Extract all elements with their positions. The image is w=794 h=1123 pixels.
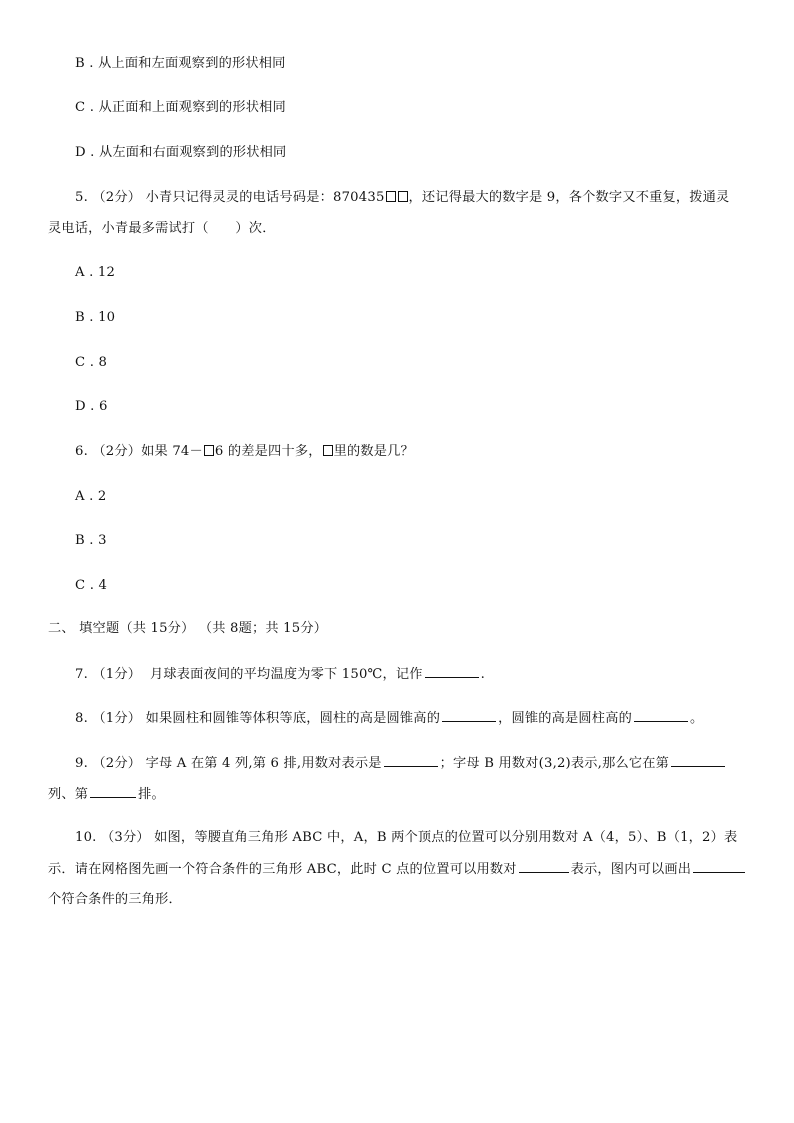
q6-option-c: C . 4	[75, 578, 108, 593]
option-letter: C	[75, 578, 86, 593]
question-text: 。	[689, 711, 704, 726]
question-text: 列、第	[48, 787, 89, 802]
q10-stem-line2	[48, 860, 747, 879]
option-text: 6	[98, 399, 108, 414]
option-text: 从上面和左面观察到的形状相同	[98, 56, 286, 71]
q8-stem	[75, 709, 703, 728]
question-text: 如图，等腰直角三角形 ABC 中，A，B 两个顶点的位置可以分别用数对 A（4，5）、B（1，2）表	[154, 830, 738, 845]
answer-blank[interactable]	[384, 754, 438, 767]
digit-box	[386, 191, 396, 202]
question-score: （3分）	[100, 830, 150, 845]
q9-stem-line1	[75, 754, 727, 773]
option-text: 3	[98, 533, 107, 548]
question-score: （1分）	[92, 711, 142, 726]
answer-blank[interactable]	[425, 665, 479, 678]
question-text: 小青只记得灵灵的电话号码是：870435	[145, 190, 385, 205]
question-text: ，还记得最大的数字是 9，各个数字又不重复，拨通灵	[408, 190, 730, 205]
question-text: .	[480, 667, 486, 682]
option-letter: C	[75, 100, 86, 115]
question-score: （2分）	[92, 756, 142, 771]
answer-blank[interactable]	[90, 785, 136, 798]
question-text: 6 的差是四十多，	[214, 444, 322, 459]
question-score: （2分）	[92, 190, 142, 205]
q6-stem	[75, 443, 414, 461]
q5-option-a: A . 12	[75, 265, 116, 280]
option-text: 8	[98, 355, 108, 370]
question-score: （2分）	[92, 444, 142, 459]
question-number: 8.	[75, 711, 88, 726]
q4-option-b: B . 从上面和左面观察到的形状相同	[75, 56, 286, 71]
question-text: 字母 A 在第 4 列,第 6 排,用数对表示是	[145, 756, 382, 771]
option-text: 从左面和右面观察到的形状相同	[98, 145, 287, 160]
question-score: （1分）	[92, 667, 142, 682]
option-letter: D	[75, 145, 86, 160]
digit-box	[323, 445, 333, 456]
answer-blank[interactable]	[671, 754, 725, 767]
option-letter: A	[75, 265, 85, 280]
option-text: 从正面和上面观察到的形状相同	[98, 100, 286, 115]
option-text: 12	[97, 265, 116, 280]
q5-option-d: D . 6	[75, 399, 108, 414]
question-text: 表示，图内可以画出	[570, 862, 692, 877]
q5-option-c: C . 8	[75, 355, 108, 370]
q7-stem	[75, 665, 485, 684]
question-number: 7.	[75, 667, 88, 682]
q5-stem-line1	[75, 189, 729, 207]
option-text: 10	[98, 310, 116, 325]
q5-option-b: B . 10	[75, 310, 116, 325]
option-text: 4	[98, 578, 108, 593]
option-letter: C	[75, 355, 86, 370]
question-text: 个符合条件的三角形．	[48, 892, 182, 907]
question-text: 灵电话，小青最多需试打（ ）次．	[48, 221, 276, 236]
section-heading: 二、 填空题（共 15分） （共 8题；共 15分）	[48, 621, 328, 636]
question-text: 如果 74－	[141, 444, 203, 459]
q10-stem-line1	[75, 829, 737, 847]
question-number: 6.	[75, 444, 88, 459]
q5-stem-line2	[48, 220, 276, 238]
question-text: 排。	[138, 787, 165, 802]
q6-option-b: B . 3	[75, 533, 107, 548]
question-text: 月球表面夜间的平均温度为零下 150℃，记作	[149, 667, 423, 682]
question-text: ，圆锥的高是圆柱高的	[498, 711, 632, 726]
option-letter: B	[75, 533, 85, 548]
answer-blank[interactable]	[519, 860, 569, 873]
question-number: 5.	[75, 190, 88, 205]
q6-option-a: A . 2	[75, 489, 107, 504]
digit-box	[398, 191, 408, 202]
option-letter: A	[75, 489, 85, 504]
option-text: 2	[97, 489, 107, 504]
digit-box	[204, 445, 214, 456]
question-text: ；字母 B 用数对(3,2)表示,那么它在第	[439, 756, 670, 771]
answer-blank[interactable]	[634, 709, 688, 722]
question-number: 9.	[75, 756, 88, 771]
question-text: 示．请在网格图先画一个符合条件的三角形 ABC，此时 C 点的位置可以用数对	[48, 862, 517, 877]
answer-blank[interactable]	[442, 709, 496, 722]
question-text: 里的数是几？	[333, 444, 414, 459]
option-letter: B	[75, 56, 85, 71]
option-letter: D	[75, 399, 86, 414]
q9-stem-line2	[48, 785, 165, 804]
question-number: 10.	[75, 830, 97, 845]
q4-option-c: C . 从正面和上面观察到的形状相同	[75, 100, 286, 115]
q10-stem-line3	[48, 891, 182, 909]
option-letter: B	[75, 310, 85, 325]
answer-blank[interactable]	[693, 860, 745, 873]
q4-option-d: D . 从左面和右面观察到的形状相同	[75, 145, 287, 160]
question-text: 如果圆柱和圆锥等体积等底，圆柱的高是圆锥高的	[145, 711, 441, 726]
